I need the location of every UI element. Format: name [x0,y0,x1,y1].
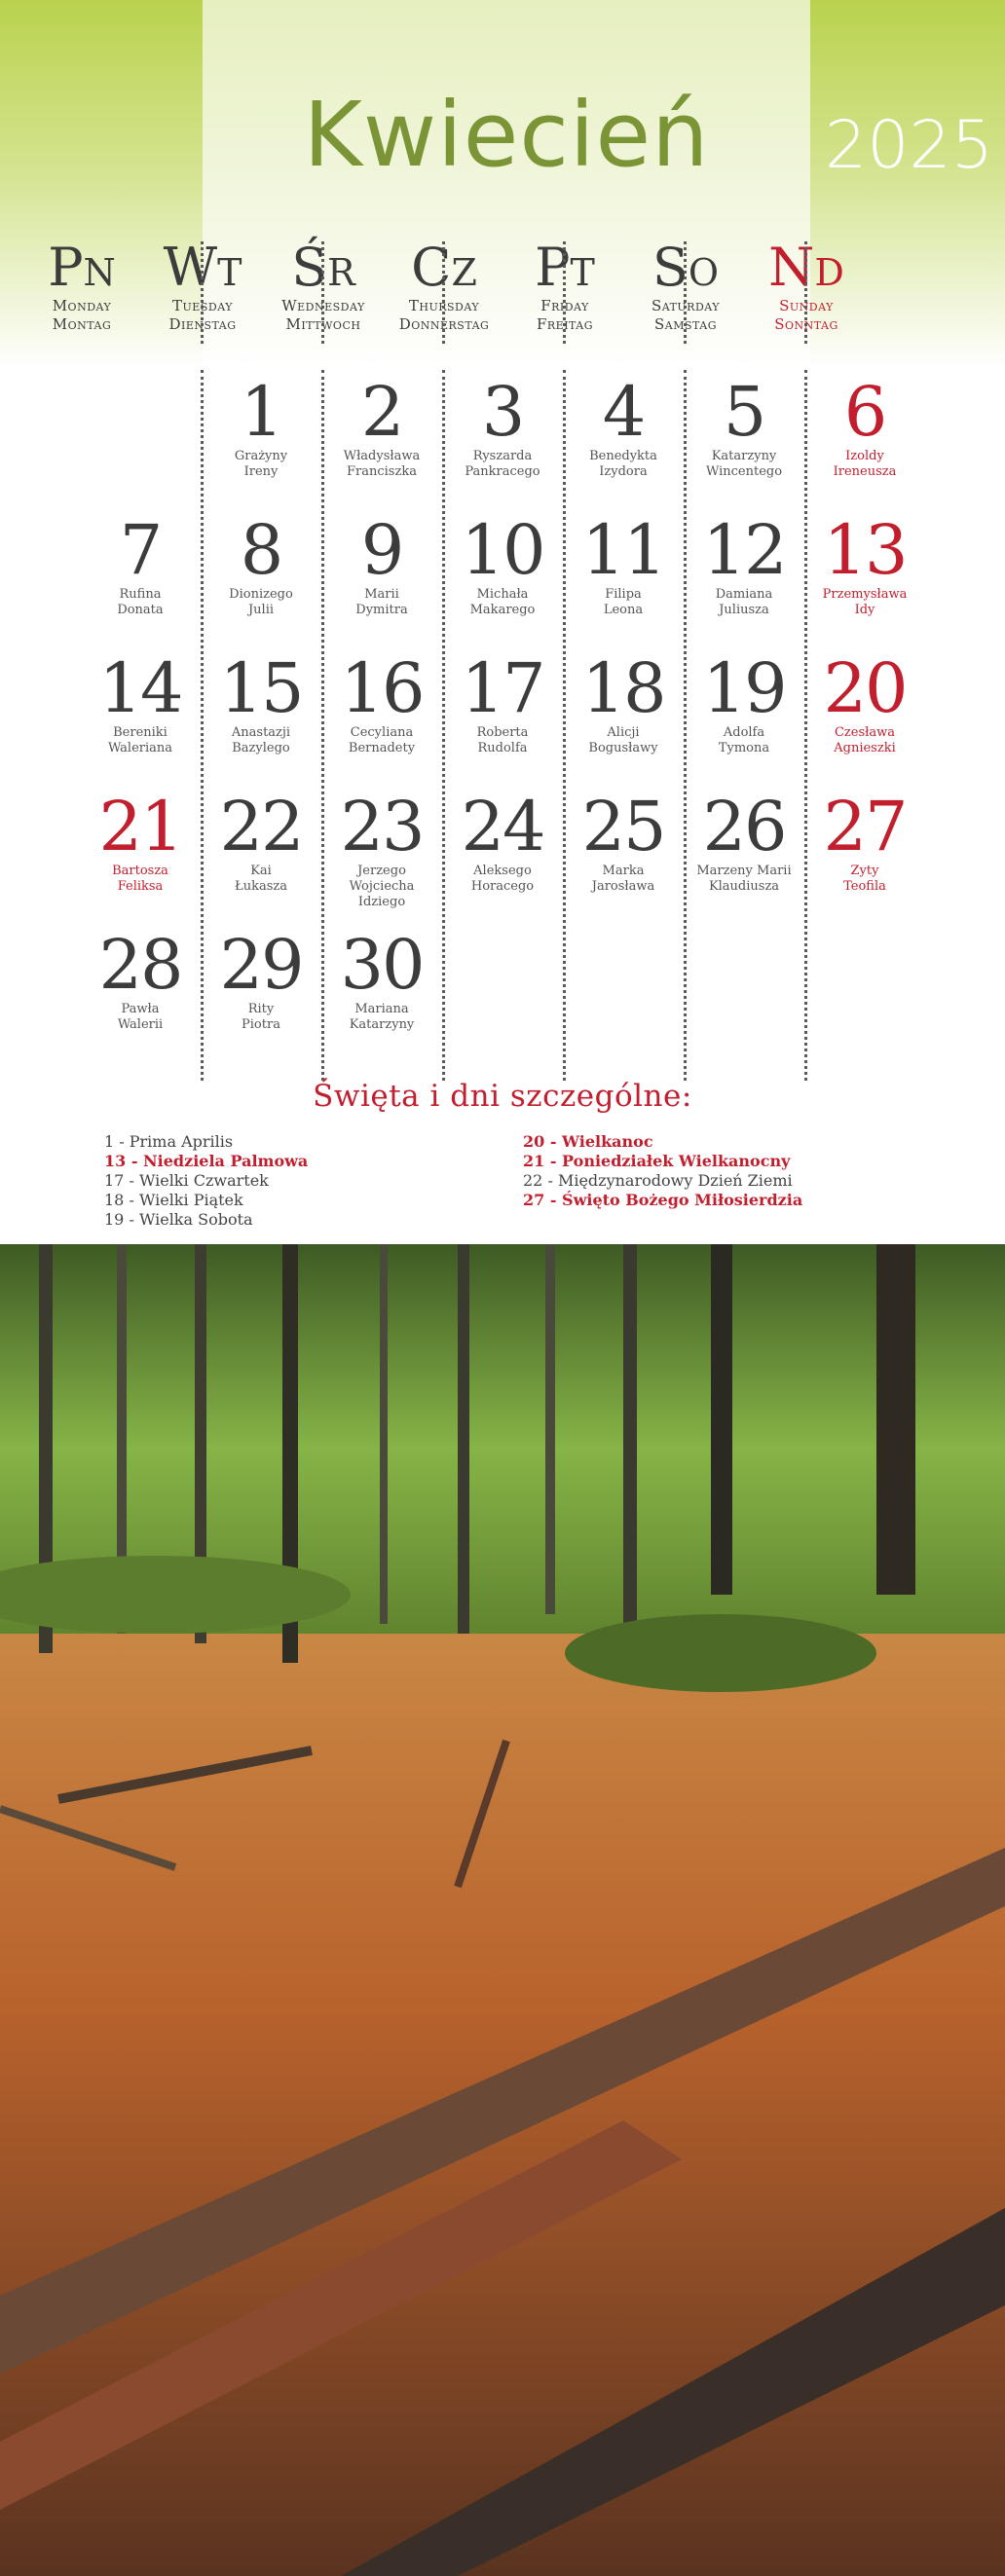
holiday-item: 1 - Prima Aprilis [104,1132,234,1151]
day-cell: 28 Pawła Walerii [98,925,182,1032]
day-cell: 15 Anastazji Bazylego [219,648,303,755]
day-cell-holiday: 21 Bartosza Feliksa [98,787,182,894]
day-cell: 1 Grażyny Ireny [234,372,288,479]
holiday-item: 27 - Święto Bożego Miłosierdzia [523,1191,803,1209]
day-cell: 30 Mariana Katarzyny [340,925,424,1032]
day-cell: 5 Katarzyny Wincentego [705,372,783,479]
column-separator [442,241,445,344]
holiday-item: 20 - Wielkanoc [523,1132,653,1151]
weekday-wednesday: Śr Wednesday Mittwoch [281,237,365,333]
photo-illustration [0,1244,1005,2576]
column-separator [684,241,687,344]
day-cell: 11 Filipa Leona [581,510,665,617]
day-cell-sunday: 20 Czesława Agnieszki [823,648,907,755]
year-label: 2025 [824,107,994,184]
day-cell-sunday: 6 Izoldy Ireneusza [833,372,897,479]
day-cell: 2 Władysława Franciszka [343,372,421,479]
weekday-saturday: So Saturday Samstag [651,237,721,333]
day-cell: 18 Alicji Bogusławy [581,648,665,755]
column-separator [201,241,204,344]
column-separator [563,241,566,344]
day-cell: 7 Rufina Donata [117,510,164,617]
day-cell: 3 Ryszarda Pankracego [465,372,540,479]
weekday-tuesday: Wt Tuesday Dienstag [163,237,242,333]
day-cell: 29 Rity Piotra [219,925,303,1032]
day-cell: 26 Marzeny Marii Klaudiusza [696,787,792,894]
holiday-item: 22 - Międzynarodowy Dzień Ziemi [523,1171,793,1190]
day-cell-sunday: 13 Przemysława Idy [822,510,908,617]
day-cell: 9 Marii Dymitra [355,510,408,617]
holiday-item: 21 - Poniedziałek Wielkanocny [523,1152,791,1170]
day-cell: 22 Kai Łukasza [219,787,303,894]
day-cell: 8 Dionizego Julii [229,510,293,617]
day-cell: 10 Michała Makarego [461,510,544,617]
day-cell: 12 Damiana Juliusza [702,510,786,617]
holiday-item: 13 - Niedziela Palmowa [104,1152,309,1170]
day-cell-sunday: 27 Zyty Teofila [823,787,907,894]
weekday-friday: Pt Friday Freitag [535,237,595,333]
column-separator [804,241,807,344]
holiday-item: 19 - Wielka Sobota [104,1210,253,1229]
day-cell: 17 Roberta Rudolfa [461,648,544,755]
holidays-list-right [523,1132,802,1210]
weekday-sunday: Nd Sunday Sonntag [768,237,844,333]
month-title: Kwiecień [303,83,710,187]
day-cell: 16 Cecyliana Bernadety [340,648,424,755]
weekday-thursday: Cz Thursday Donnerstag [398,237,490,333]
column-separator [321,241,324,344]
day-cell: 4 Benedykta Izydora [589,372,657,479]
holiday-item: 17 - Wielki Czwartek [104,1171,269,1190]
day-cell: 14 Bereniki Waleriana [98,648,182,755]
holiday-item: 18 - Wielki Piątek [104,1191,243,1209]
holidays-list-left [104,1132,308,1230]
day-cell: 23 Jerzego Wojciecha Idziego [340,787,424,909]
weekday-monday: Pn Monday Montag [48,237,116,333]
forest-stream-photo [0,1244,1005,2576]
day-cell: 19 Adolfa Tymona [702,648,786,755]
holidays-title: Święta i dni szczególne: [313,1079,692,1114]
day-cell: 24 Aleksego Horacego [461,787,544,894]
day-cell: 25 Marka Jarosława [581,787,665,894]
